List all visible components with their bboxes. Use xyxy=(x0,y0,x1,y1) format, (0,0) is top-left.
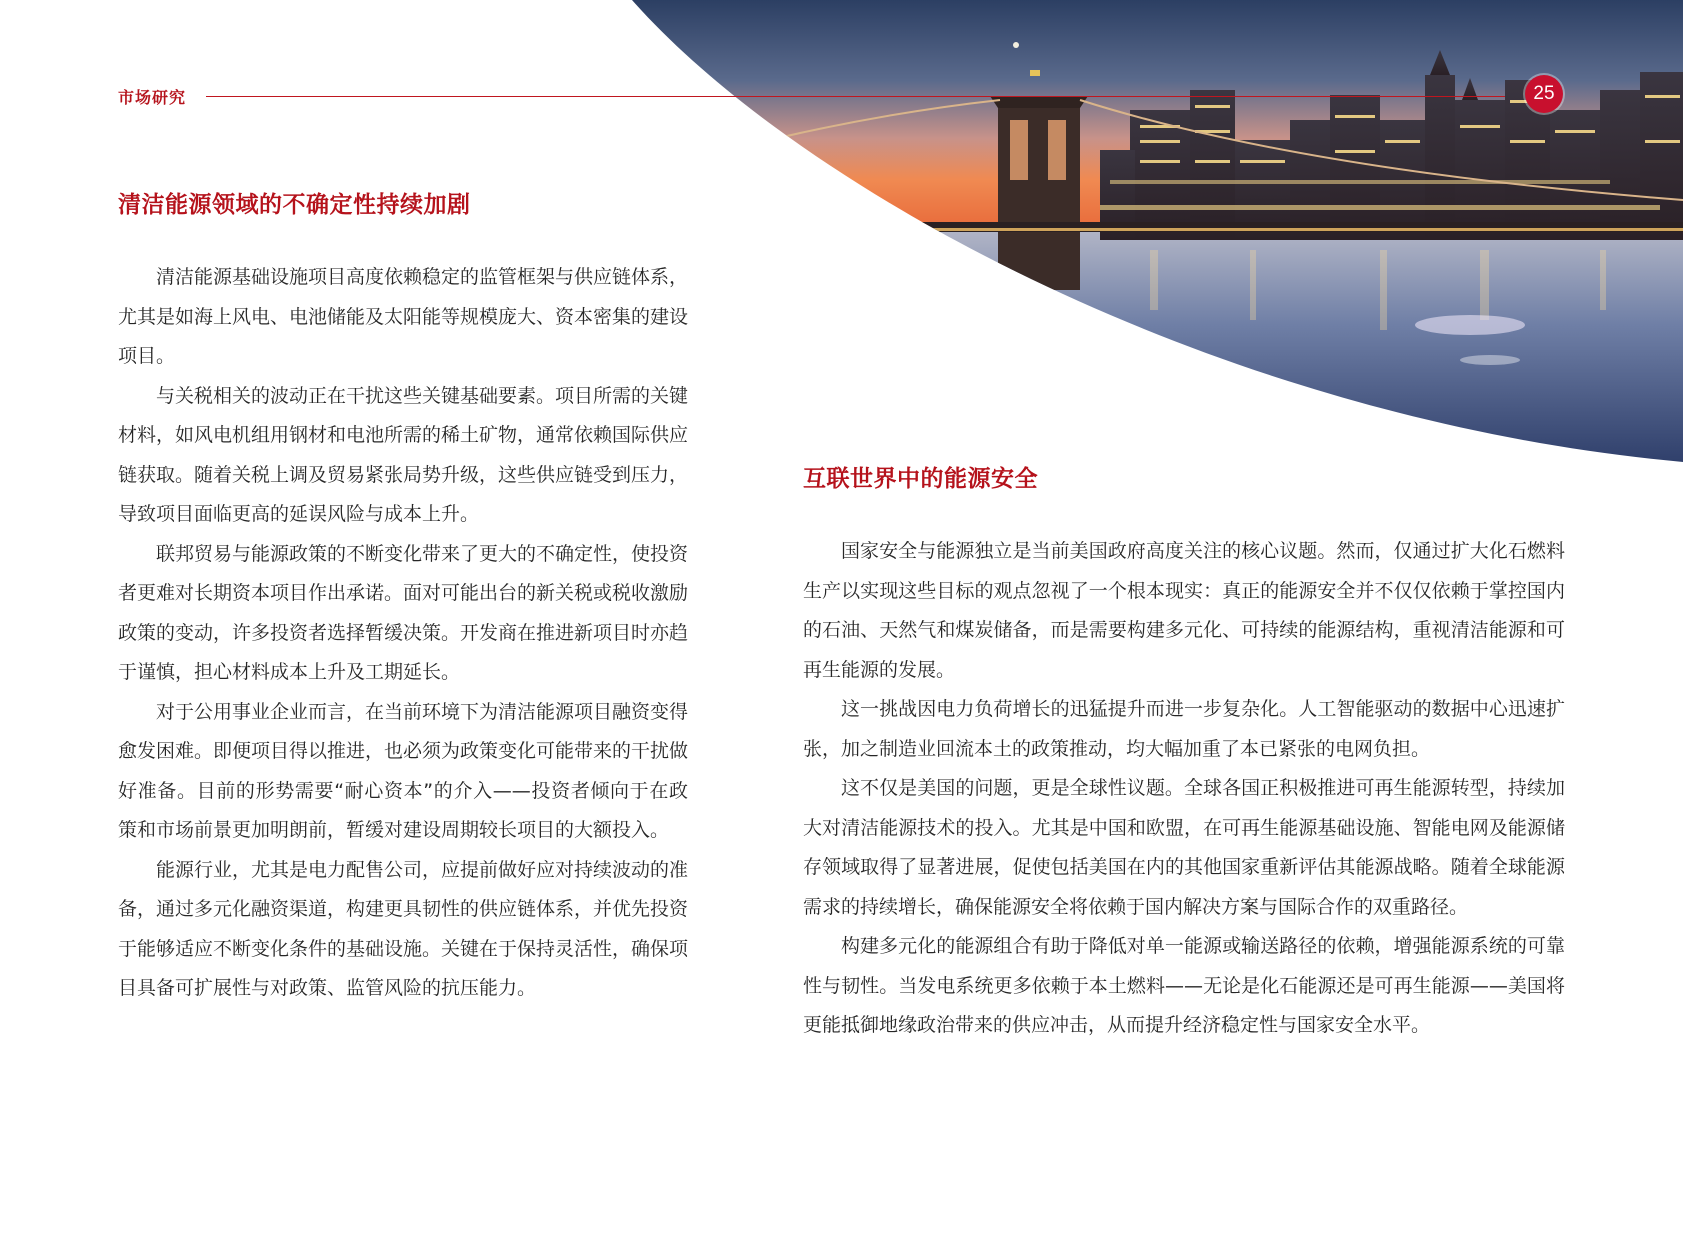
left-body-text xyxy=(118,258,688,1009)
photo-content xyxy=(600,0,1683,470)
page-number-badge: 25 xyxy=(1525,75,1563,113)
right-body-text xyxy=(803,532,1565,1046)
paragraph: 与关税相关的波动正在干扰这些关键基础要素。项目所需的关键材料，如风电机组用钢材和电池所需的稀土矿物，通常依赖国际供应链获取。随着关税上调及贸易紧张局势升级，这些供应链受到压力，导致项目面临更高的延误风险与成本上升。 xyxy=(118,384,689,525)
section-label: 市场研究 xyxy=(118,88,187,107)
paragraph: 清洁能源基础设施项目高度依赖稳定的监管框架与供应链体系，尤其是如海上风电、电池储能及太阳能等规模庞大、资本密集的建设项目。 xyxy=(118,266,689,367)
paragraph: 对于公用事业企业而言，在当前环境下为清洁能源项目融资变得愈发困难。即便项目得以推进，也必须为政策变化可能带来的干扰做好准备。目前的形势需要“耐心资本”的介入——投资者倾向于在政策和市场前景更加明朗前，暂缓对建设周期较长项目的大额投入。 xyxy=(118,700,689,841)
paragraph: 这不仅是美国的问题，更是全球性议题。全球各国正积极推进可再生能源转型，持续加大对清洁能源技术的投入。尤其是中国和欧盟，在可再生能源基础设施、智能电网及能源储存领域取得了显著进展，促使包括美国在内的其他国家重新评估其能源战略。随着全球能源需求的持续增长，确保能源安全将依赖于国内解决方案与国际合作的双重路径。 xyxy=(803,777,1565,918)
paragraph: 构建多元化的能源组合有助于降低对单一能源或输送路径的依赖，增强能源系统的可靠性与韧性。当发电系统更多依赖于本土燃料——无论是化石能源还是可再生能源——美国将更能抵御地缘政治带来的供应冲击，从而提升经济稳定性与国家安全水平。 xyxy=(803,935,1565,1036)
paragraph: 能源行业，尤其是电力配售公司，应提前做好应对持续波动的准备，通过多元化融资渠道，构建更具韧性的供应链体系，并优先投资于能够适应不断变化条件的基础设施。关键在于保持灵活性，确保项目具备可扩展性与对政策、监管风险的抗压能力。 xyxy=(118,858,689,999)
paragraph: 这一挑战因电力负荷增长的迅猛提升而进一步复杂化。人工智能驱动的数据中心迅速扩张，加之制造业回流本土的政策推动，均大幅加重了本已紧张的电网负担。 xyxy=(803,698,1565,760)
header-rule xyxy=(206,96,1505,97)
right-section-title: 互联世界中的能源安全 xyxy=(803,466,1038,492)
paragraph: 国家安全与能源独立是当前美国政府高度关注的核心议题。然而，仅通过扩大化石燃料生产以实现这些目标的观点忽视了一个根本现实：真正的能源安全并不仅仅依赖于掌控国内的石油、天然气和煤炭储备，而是需要构建多元化、可持续的能源结构，重视清洁能源和可再生能源的发展。 xyxy=(803,540,1565,681)
paragraph: 联邦贸易与能源政策的不断变化带来了更大的不确定性，使投资者更难对长期资本项目作出承诺。面对可能出台的新关税或税收激励政策的变动，许多投资者选择暂缓决策。开发商在推进新项目时亦趋于谨慎，担心材料成本上升及工期延长。 xyxy=(118,542,689,683)
left-section-title: 清洁能源领域的不确定性持续加剧 xyxy=(118,192,471,218)
